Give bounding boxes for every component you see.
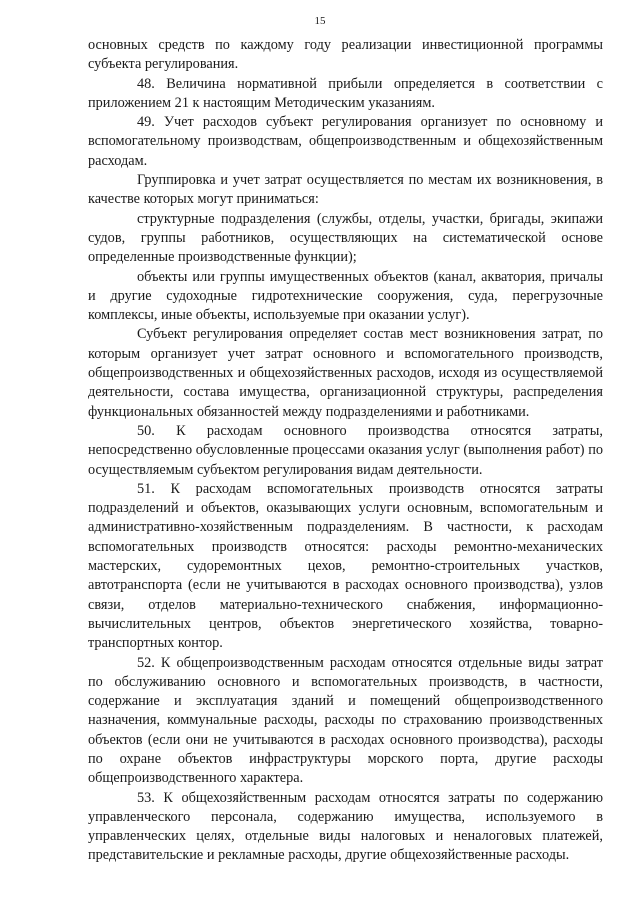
paragraph-cost-places: Субъект регулирования определяет состав мест возникновения затрат, по которым организует учет затрат основного и вспомогательного производств, общепроизводственных и общехозяйственных расходов, исходя из осуществляемой деятельности, состава имущества, организационной структуры, распределения функциональных обязанностей между подразделениями и работниками. bbox=[88, 326, 603, 420]
paragraph-53: 53. К общехозяйственным расходам относятся затраты по содержанию управленческого персонала, содержанию имущества, используемого в управленческих целях, отдельные виды налоговых и неналоговых платежей, представительские и рекламные расходы, другие общехозяйственные расходы. bbox=[88, 789, 603, 864]
paragraph-grouping: Группировка и учет затрат осуществляется по местам их возникновения, в качестве которых могут приниматься: bbox=[88, 172, 603, 208]
document-body bbox=[88, 36, 603, 866]
paragraph-51: 51. К расходам вспомогательных производств относятся затраты подразделений и объектов, оказывающих услуги основным, вспомогательным и административно-хозяйственным подразделениям. В частности, к расходам вспомогательных производств относятся: расходы ремонтно-механических мастерских, судоремонтных цехов, ремонтно-строительных участков, автотранспорта (если не учитываются в расходах основного производства), узлов связи, отделов материально-технического снабжения, информационно-вычислительных центров, объектов энергетического хозяйства, товарно-транспортных контор. bbox=[88, 480, 603, 652]
paragraph-48: 48. Величина нормативной прибыли определяется в соответствии с приложением 21 к настоящим Методическим указаниям. bbox=[88, 75, 603, 111]
paragraph-50: 50. К расходам основного производства относятся затраты, непосредственно обусловленные процессами оказания услуг (выполнения работ) по осуществляемым субъектом регулирования видам деятельности. bbox=[88, 422, 603, 478]
page-number: 15 bbox=[314, 15, 326, 27]
paragraph-structural-units: структурные подразделения (службы, отделы, участки, бригады, экипажи судов, группы работников, осуществляющих на систематической основе определенные производственные функции); bbox=[88, 210, 603, 266]
paragraph-property-objects: объекты или группы имущественных объектов (канал, акватория, причалы и другие судоходные гидротехнические сооружения, суда, перегрузочные комплексы, иные объекты, используемые при оказании услуг). bbox=[88, 268, 603, 324]
paragraph-continuation: основных средств по каждому году реализации инвестиционной программы субъекта регулирования. bbox=[88, 37, 603, 73]
paragraph-49: 49. Учет расходов субъект регулирования организует по основному и вспомогательному производствам, общепроизводственным и общехозяйственным расходам. bbox=[88, 114, 603, 169]
paragraph-52: 52. К общепроизводственным расходам относятся отдельные виды затрат по обслуживанию основного и вспомогательных производств, в частности, содержание и эксплуатация зданий и помещений общепроизводственного назначения, коммунальные расходы, расходы по страхованию производственных объектов (если они не учитываются в расходах основного производства), расходы по охране объектов инфраструктуры морского порта, другие расходы общепроизводственного характера. bbox=[88, 654, 603, 787]
